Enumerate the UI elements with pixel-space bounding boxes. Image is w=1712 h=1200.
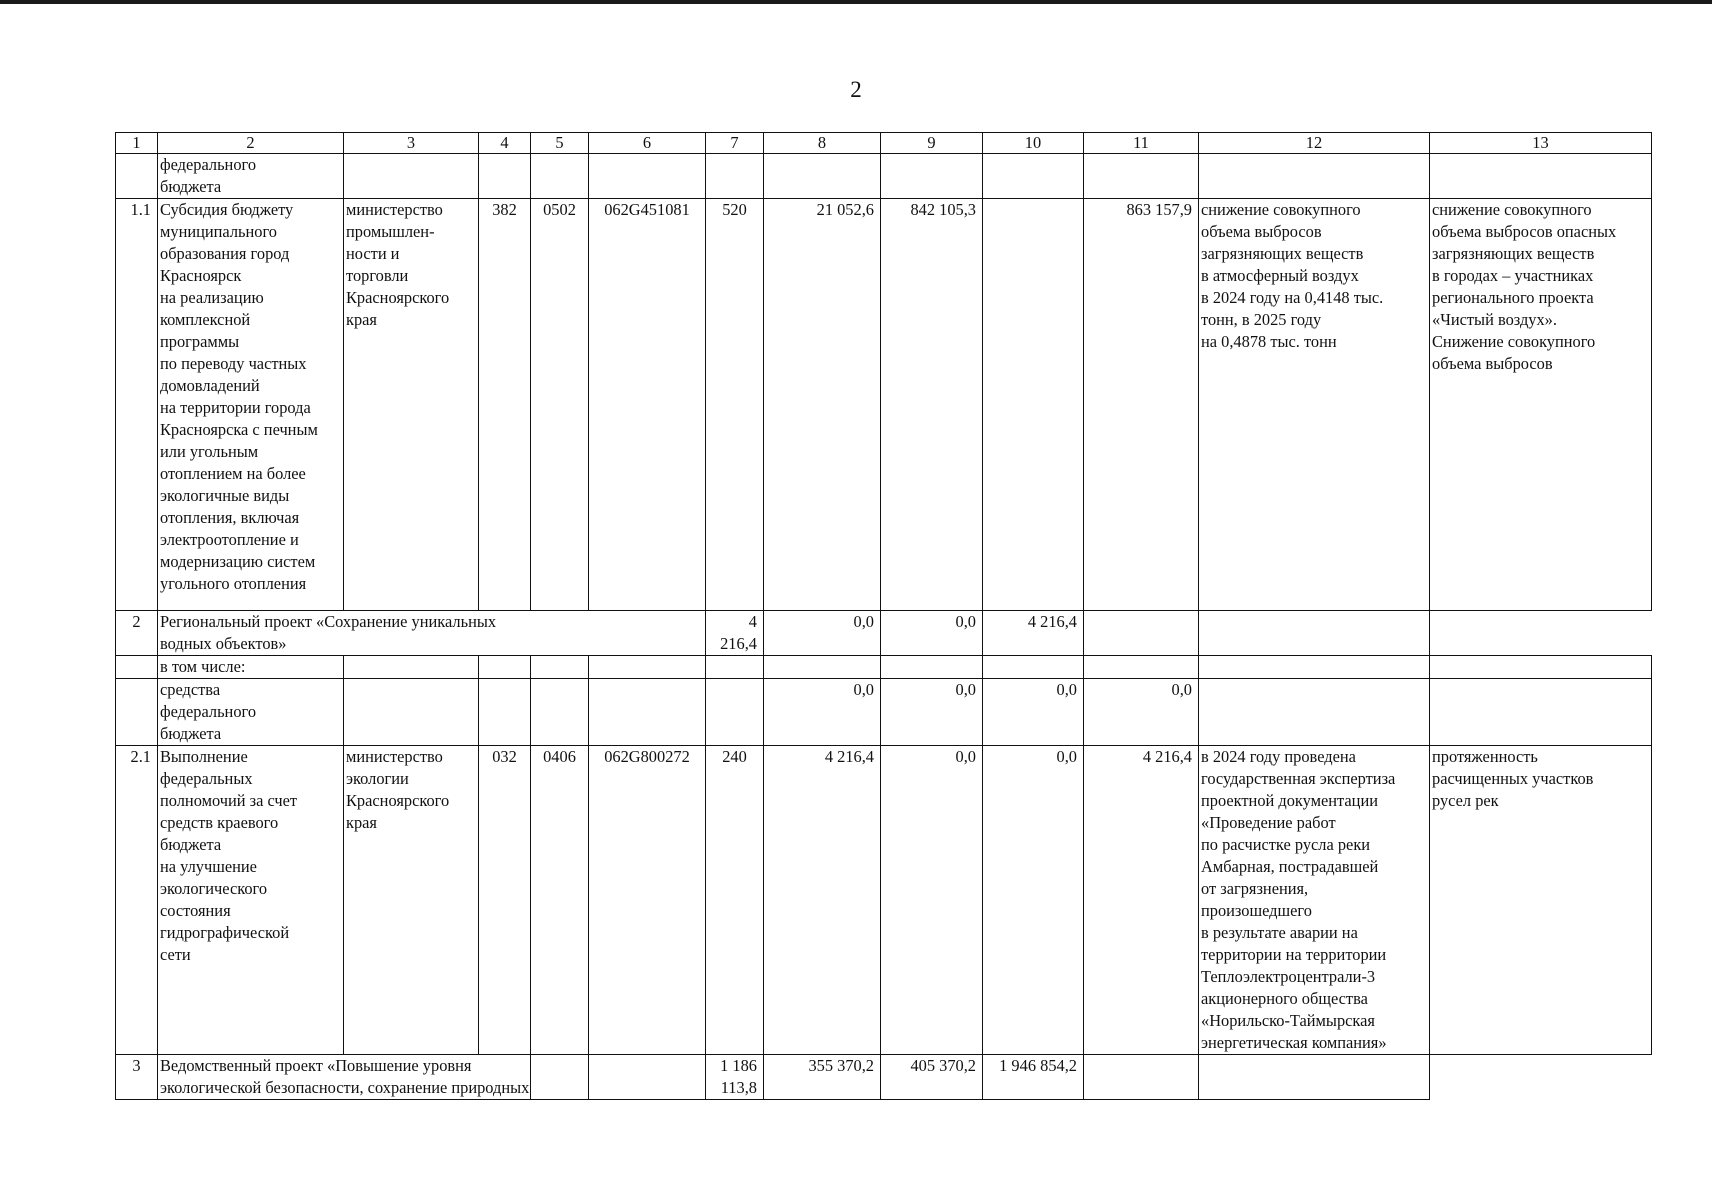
cell-line: в результате аварии на bbox=[1201, 923, 1358, 942]
table-cell: 1 186 113,8 bbox=[706, 1055, 764, 1100]
cell-line: края bbox=[346, 813, 377, 832]
header-cell: 5 bbox=[531, 133, 589, 154]
table-cell: 062G800272 bbox=[589, 746, 706, 1055]
cell-line: на реализацию bbox=[160, 288, 264, 307]
cell-line: средства bbox=[160, 680, 221, 699]
table-cell bbox=[1430, 746, 1652, 1055]
cell-line: объема выбросов опасных bbox=[1432, 222, 1617, 241]
cell-line: образования город bbox=[160, 244, 290, 263]
cell-line: произошедшего bbox=[1201, 901, 1312, 920]
cell-line: домовладений bbox=[160, 376, 260, 395]
cell-line: гидрографической bbox=[160, 923, 290, 942]
table-cell: 2 bbox=[116, 611, 158, 656]
table-cell bbox=[531, 1055, 589, 1100]
table-cell bbox=[344, 656, 479, 679]
table-cell: 0,0 bbox=[881, 746, 983, 1055]
table-cell: 1.1 bbox=[116, 199, 158, 611]
row-1-1 bbox=[116, 199, 1652, 611]
cell-line: проектной документации bbox=[1201, 791, 1378, 810]
cell-line: министерство bbox=[346, 200, 443, 219]
cell-line: экологичные виды bbox=[160, 486, 290, 505]
table-cell: 4 216,4 bbox=[983, 611, 1084, 656]
cell-line: ности и bbox=[346, 244, 400, 263]
table-cell bbox=[1430, 199, 1652, 611]
cell-line: Выполнение bbox=[160, 747, 248, 766]
header-cell: 9 bbox=[881, 133, 983, 154]
table-cell bbox=[1084, 154, 1199, 199]
cell-line: края bbox=[346, 310, 377, 329]
header-cell: 2 bbox=[158, 133, 344, 154]
cell-line: федерального bbox=[160, 155, 257, 174]
table-cell: 3 bbox=[116, 1055, 158, 1100]
table-cell: 842 105,3 bbox=[881, 199, 983, 611]
cell-line: экологии bbox=[346, 769, 409, 788]
cell-line: в атмосферный воздух bbox=[1201, 266, 1359, 285]
cell-line: в 2024 году на 0,4148 тыс. bbox=[1201, 288, 1384, 307]
top-border-line bbox=[0, 0, 1712, 4]
table-cell: 0,0 bbox=[881, 611, 983, 656]
table-cell bbox=[1430, 656, 1652, 679]
federal-budget-continuation bbox=[116, 154, 1652, 199]
row-federal-funds bbox=[116, 679, 1652, 746]
table-cell bbox=[1199, 1055, 1430, 1100]
table-cell: 0,0 bbox=[881, 679, 983, 746]
table-cell bbox=[344, 679, 479, 746]
cell-line: энергетическая компания» bbox=[1201, 1033, 1387, 1052]
table-cell bbox=[344, 154, 479, 199]
table-cell bbox=[589, 1055, 706, 1100]
page-number: 2 bbox=[850, 77, 862, 102]
table-cell: 2.1 bbox=[116, 746, 158, 1055]
cell-line: муниципального bbox=[160, 222, 277, 241]
cell-line: экологической безопасности, сохранение природных bbox=[160, 1078, 530, 1097]
cell-line: регионального проекта bbox=[1432, 288, 1594, 307]
cell-line: Ведомственный проект «Повышение уровня bbox=[160, 1056, 472, 1075]
cell-line: Снижение совокупного bbox=[1432, 332, 1596, 351]
cell-line: программы bbox=[160, 332, 240, 351]
header-cell: 13 bbox=[1430, 133, 1652, 154]
cell-line: Региональный проект «Сохранение уникальных bbox=[160, 612, 497, 631]
table-cell: 520 bbox=[706, 199, 764, 611]
table-cell bbox=[881, 154, 983, 199]
cell-line: Красноярского bbox=[346, 288, 450, 307]
header-cell: 10 bbox=[983, 133, 1084, 154]
cell-line: бюджета bbox=[160, 177, 222, 196]
row-2-1 bbox=[116, 746, 1652, 1055]
cell-line: протяженность bbox=[1432, 747, 1538, 766]
table-cell: 0406 bbox=[531, 746, 589, 1055]
table-cell bbox=[158, 1055, 531, 1100]
table-cell bbox=[589, 656, 706, 679]
table-cell bbox=[1084, 1055, 1199, 1100]
cell-line: снижение совокупного bbox=[1201, 200, 1361, 219]
cell-line: тонн, в 2025 году bbox=[1201, 310, 1322, 329]
cell-line: на улучшение bbox=[160, 857, 257, 876]
cell-line: или угольным bbox=[160, 442, 259, 461]
cell-line: Амбарная, пострадавшей bbox=[1201, 857, 1379, 876]
cell-line: Красноярска с печным bbox=[160, 420, 318, 439]
table-cell bbox=[116, 679, 158, 746]
table-cell bbox=[1199, 154, 1430, 199]
table-cell bbox=[589, 154, 706, 199]
table-cell bbox=[589, 679, 706, 746]
cell-line: Красноярского bbox=[346, 791, 450, 810]
cell-line: министерство bbox=[346, 747, 443, 766]
header-cell: 1 bbox=[116, 133, 158, 154]
cell-line: по переводу частных bbox=[160, 354, 307, 373]
cell-line: отопления, включая bbox=[160, 508, 300, 527]
table-cell: 4 216,4 bbox=[706, 611, 764, 656]
cell-line: угольного отопления bbox=[160, 574, 307, 593]
budget-table bbox=[115, 132, 1652, 1100]
table-cell: 032 bbox=[479, 746, 531, 1055]
table-cell: 355 370,2 bbox=[764, 1055, 881, 1100]
cell-line: на 0,4878 тыс. тонн bbox=[1201, 332, 1337, 351]
cell-line: экологического bbox=[160, 879, 268, 898]
table-cell: в том числе: bbox=[158, 656, 344, 679]
table-cell bbox=[1430, 679, 1652, 746]
table-cell bbox=[983, 656, 1084, 679]
table-cell bbox=[158, 154, 344, 199]
table-cell bbox=[881, 656, 983, 679]
table-cell: 382 bbox=[479, 199, 531, 611]
table-cell bbox=[764, 154, 881, 199]
table-cell: 062G451081 bbox=[589, 199, 706, 611]
table-cell: 0,0 bbox=[764, 679, 881, 746]
table-cell bbox=[158, 611, 706, 656]
cell-line: Субсидия бюджету bbox=[160, 200, 294, 219]
row-including bbox=[116, 656, 1652, 679]
cell-line: расчищенных участков bbox=[1432, 769, 1594, 788]
table-cell bbox=[706, 656, 764, 679]
cell-line: федерального bbox=[160, 702, 257, 721]
header-cell: 12 bbox=[1199, 133, 1430, 154]
cell-line: бюджета bbox=[160, 835, 222, 854]
table-cell bbox=[983, 199, 1084, 611]
table-cell bbox=[531, 656, 589, 679]
table-cell: 863 157,9 bbox=[1084, 199, 1199, 611]
table-cell bbox=[116, 656, 158, 679]
table-cell bbox=[1199, 656, 1430, 679]
header-row bbox=[116, 133, 1652, 154]
cell-line: загрязняющих веществ bbox=[1432, 244, 1595, 263]
cell-line: полномочий за счет bbox=[160, 791, 298, 810]
header-cell: 4 bbox=[479, 133, 531, 154]
table-cell bbox=[158, 199, 344, 611]
cell-line: от загрязнения, bbox=[1201, 879, 1309, 898]
cell-line: Теплоэлектроцентрали-3 bbox=[1201, 967, 1376, 986]
header-cell: 11 bbox=[1084, 133, 1199, 154]
table-cell bbox=[1199, 199, 1430, 611]
cell-line: в 2024 году проведена bbox=[1201, 747, 1356, 766]
cell-line: комплексной bbox=[160, 310, 251, 329]
table-cell bbox=[1430, 154, 1652, 199]
table-cell: 0,0 bbox=[983, 746, 1084, 1055]
table-cell bbox=[983, 154, 1084, 199]
header-cell: 3 bbox=[344, 133, 479, 154]
table-cell bbox=[158, 679, 344, 746]
cell-line: модернизацию систем bbox=[160, 552, 316, 571]
cell-line: по расчистке русла реки bbox=[1201, 835, 1371, 854]
table-cell bbox=[344, 199, 479, 611]
cell-line: объема выбросов bbox=[1432, 354, 1553, 373]
cell-line: электроотопление и bbox=[160, 530, 299, 549]
cell-line: бюджета bbox=[160, 724, 222, 743]
cell-line: снижение совокупного bbox=[1432, 200, 1592, 219]
row-3 bbox=[116, 1055, 1652, 1100]
table-cell: 0502 bbox=[531, 199, 589, 611]
table-cell bbox=[764, 656, 881, 679]
cell-line: загрязняющих веществ bbox=[1201, 244, 1364, 263]
table-cell bbox=[531, 154, 589, 199]
table-cell bbox=[479, 154, 531, 199]
table-cell bbox=[116, 154, 158, 199]
table-cell: 0,0 bbox=[983, 679, 1084, 746]
cell-line: «Чистый воздух». bbox=[1432, 310, 1557, 329]
table-cell bbox=[706, 679, 764, 746]
table-cell bbox=[1199, 679, 1430, 746]
table-cell: 0,0 bbox=[764, 611, 881, 656]
cell-line: объема выбросов bbox=[1201, 222, 1322, 241]
table-cell bbox=[479, 679, 531, 746]
table-cell: 4 216,4 bbox=[764, 746, 881, 1055]
cell-line: территории на территории bbox=[1201, 945, 1387, 964]
cell-line: в городах – участниках bbox=[1432, 266, 1594, 285]
table-cell bbox=[1084, 611, 1199, 656]
cell-line: федеральных bbox=[160, 769, 253, 788]
table-cell: 1 946 854,2 bbox=[983, 1055, 1084, 1100]
cell-line: торговли bbox=[346, 266, 409, 285]
table-cell: 405 370,2 bbox=[881, 1055, 983, 1100]
cell-line: Красноярск bbox=[160, 266, 242, 285]
table-cell bbox=[1084, 656, 1199, 679]
cell-line: «Норильско-Таймырская bbox=[1201, 1011, 1375, 1030]
cell-line: состояния bbox=[160, 901, 231, 920]
cell-line: промышлен- bbox=[346, 222, 435, 241]
table-cell: 21 052,6 bbox=[764, 199, 881, 611]
table-cell bbox=[531, 679, 589, 746]
cell-line: русел рек bbox=[1432, 791, 1499, 810]
table-cell: 0,0 bbox=[1084, 679, 1199, 746]
header-cell: 8 bbox=[764, 133, 881, 154]
table-cell bbox=[1199, 611, 1430, 656]
table-cell: 240 bbox=[706, 746, 764, 1055]
cell-line: «Проведение работ bbox=[1201, 813, 1336, 832]
cell-line: на территории города bbox=[160, 398, 311, 417]
row-2 bbox=[116, 611, 1652, 656]
cell-line: отоплением на более bbox=[160, 464, 306, 483]
cell-line: водных объектов» bbox=[160, 634, 287, 653]
table-cell bbox=[344, 746, 479, 1055]
cell-line: акционерного общества bbox=[1201, 989, 1368, 1008]
header-cell: 6 bbox=[589, 133, 706, 154]
header-cell: 7 bbox=[706, 133, 764, 154]
table-cell bbox=[1199, 746, 1430, 1055]
cell-line: государственная экспертиза bbox=[1201, 769, 1396, 788]
cell-line: сети bbox=[160, 945, 191, 964]
cell-line: средств краевого bbox=[160, 813, 279, 832]
table-cell bbox=[479, 656, 531, 679]
table-cell bbox=[706, 154, 764, 199]
table-cell bbox=[158, 746, 344, 1055]
table-cell: 4 216,4 bbox=[1084, 746, 1199, 1055]
